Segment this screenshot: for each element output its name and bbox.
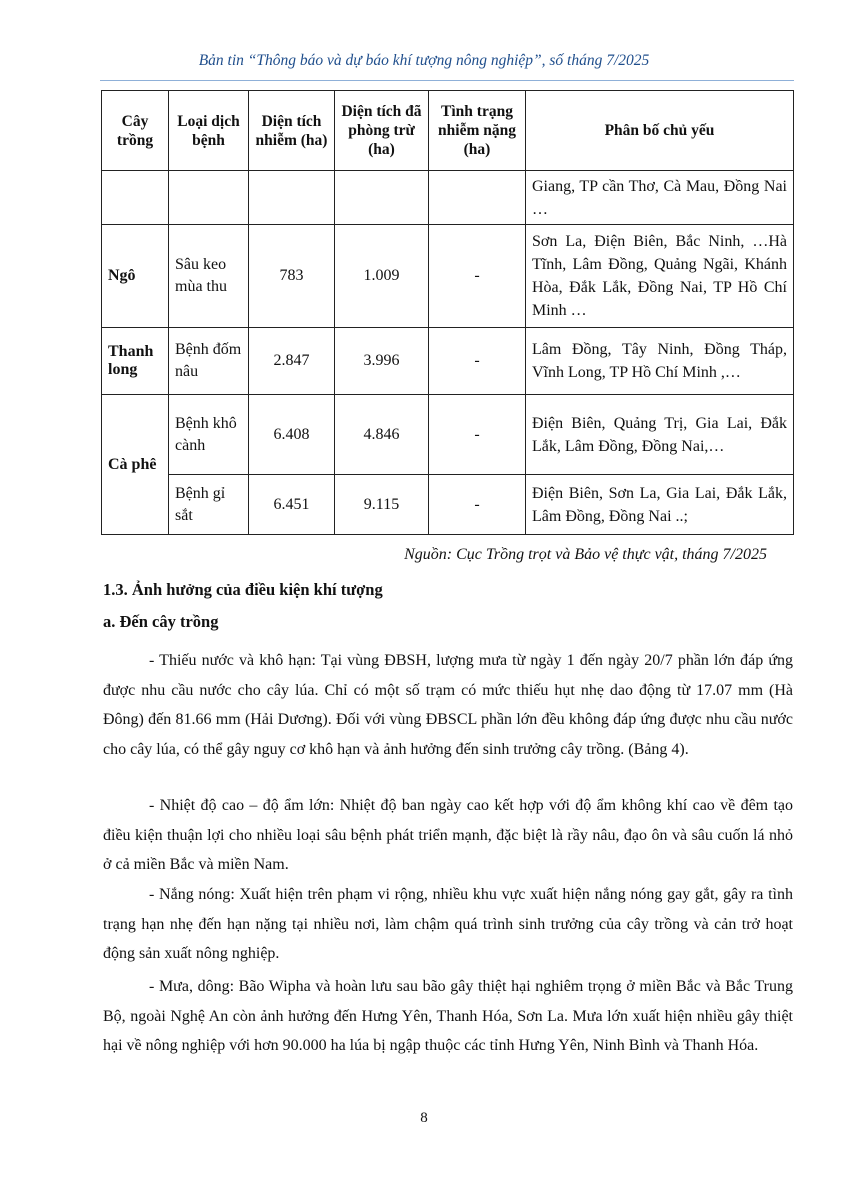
col-header-infected-area: Diện tích nhiễm (ha) [249, 91, 335, 171]
severe-cell: - [429, 328, 526, 395]
col-header-severe: Tình trạng nhiễm nặng (ha) [429, 91, 526, 171]
header-divider [100, 80, 794, 81]
page-number: 8 [420, 1110, 428, 1126]
severe-cell: - [429, 395, 526, 475]
distribution-cell: Sơn La, Điện Biên, Bắc Ninh, …Hà Tĩnh, Lâm Đồng, Quảng Ngãi, Khánh Hòa, Đắk Lắk, Đồng Nai, TP Hồ Chí Minh … [526, 225, 794, 328]
distribution-cell: Lâm Đồng, Tây Ninh, Đồng Tháp, Vĩnh Long, TP Hồ Chí Minh ,… [526, 328, 794, 395]
col-header-treated-area: Diện tích đã phòng trừ (ha) [335, 91, 429, 171]
crop-cell: Cà phê [102, 395, 169, 535]
pest-disease-table [101, 90, 794, 535]
treated-cell: 3.996 [335, 328, 429, 395]
severe-cell: - [429, 475, 526, 535]
distribution-cell: Điện Biên, Quảng Trị, Gia Lai, Đắk Lắk, Lâm Đồng, Đồng Nai,… [526, 395, 794, 475]
paragraph-heat-humidity: - Nhiệt độ cao – độ ẩm lớn: Nhiệt độ ban ngày cao kết hợp với độ ẩm không khí cao về đêm tạo điều kiện thuận lợi cho nhiều loại sâu bệnh phát triển mạnh, đặc biệt là rầy nâu, đạo ôn và sâu cuốn lá nhỏ ở cả miền Bắc và miền Nam. [103, 797, 793, 873]
col-header-crop: Cây trồng [102, 91, 169, 171]
section-heading: 1.3. Ảnh hưởng của điều kiện khí tượng [103, 580, 383, 599]
paragraph-hot-sun: - Nắng nóng: Xuất hiện trên phạm vi rộng, nhiều khu vực xuất hiện nắng nóng gay gắt, gây ra tình trạng hạn nhẹ đến hạn nặng tại nhiều nơi, làm chậm quá trình sinh trưởng của cây trồng và cản trở hoạt động sản xuất nông nghiệp. [103, 886, 793, 962]
paragraph-rain-storm: - Mưa, dông: Bão Wipha và hoàn lưu sau bão gây thiệt hại nghiêm trọng ở miền Bắc và Bắc Trung Bộ, ngoài Nghệ An còn ảnh hưởng đến Hưng Yên, Thanh Hóa, Sơn La. Mưa lớn xuất hiện nhiều gây thiệt hại về nông nghiệp với hơn 90.000 ha lúa bị ngập thuộc các tỉnh Hưng Yên, Ninh Bình và Thanh Hóa. [103, 978, 793, 1054]
subsection-heading: a. Đến cây trồng [103, 612, 219, 631]
table-source-note: Nguồn: Cục Trồng trọt và Bảo vệ thực vật, tháng 7/2025 [404, 546, 767, 563]
col-header-distribution: Phân bố chủ yếu [526, 91, 794, 171]
severe-cell: - [429, 225, 526, 328]
infected-cell: 6.451 [249, 475, 335, 535]
infected-cell: 2.847 [249, 328, 335, 395]
pest-cell: Bệnh đốm nâu [169, 328, 249, 395]
col-header-pest-type: Loại dịch bệnh [169, 91, 249, 171]
table-row-continuation [102, 171, 794, 225]
table-row [102, 328, 794, 395]
crop-cell: Thanh long [102, 328, 169, 395]
distribution-cell: Giang, TP cần Thơ, Cà Mau, Đồng Nai … [526, 171, 794, 225]
table-row [102, 395, 794, 475]
bulletin-header-title: Bản tin “Thông báo và dự báo khí tượng nông nghiệp”, số tháng 7/2025 [198, 52, 650, 69]
infected-cell: 783 [249, 225, 335, 328]
infected-cell: 6.408 [249, 395, 335, 475]
paragraph-drought: - Thiếu nước và khô hạn: Tại vùng ĐBSH, lượng mưa từ ngày 1 đến ngày 20/7 phần lớn đáp ứng được nhu cầu nước cho cây lúa. Chỉ có một số trạm có mức thiếu hụt nhẹ dao động từ 17.07 mm (Hà Đông) đến 81.66 mm (Hải Dương). Đối với vùng ĐBSCL phần lớn đều không đáp ứng được nhu cầu nước cho cây lúa, có thể gây nguy cơ khô hạn và ảnh hưởng đến sinh trưởng cây trồng. (Bảng 4). [103, 652, 793, 758]
table-row [102, 225, 794, 328]
treated-cell: 1.009 [335, 225, 429, 328]
table-row [102, 475, 794, 535]
crop-cell: Ngô [102, 225, 169, 328]
pest-cell: Sâu keo mùa thu [169, 225, 249, 328]
distribution-cell: Điện Biên, Sơn La, Gia Lai, Đắk Lắk, Lâm Đồng, Đồng Nai ..; [526, 475, 794, 535]
treated-cell: 4.846 [335, 395, 429, 475]
pest-cell: Bệnh gỉ sắt [169, 475, 249, 535]
pest-cell: Bệnh khô cành [169, 395, 249, 475]
table-header-row [102, 91, 794, 171]
treated-cell: 9.115 [335, 475, 429, 535]
